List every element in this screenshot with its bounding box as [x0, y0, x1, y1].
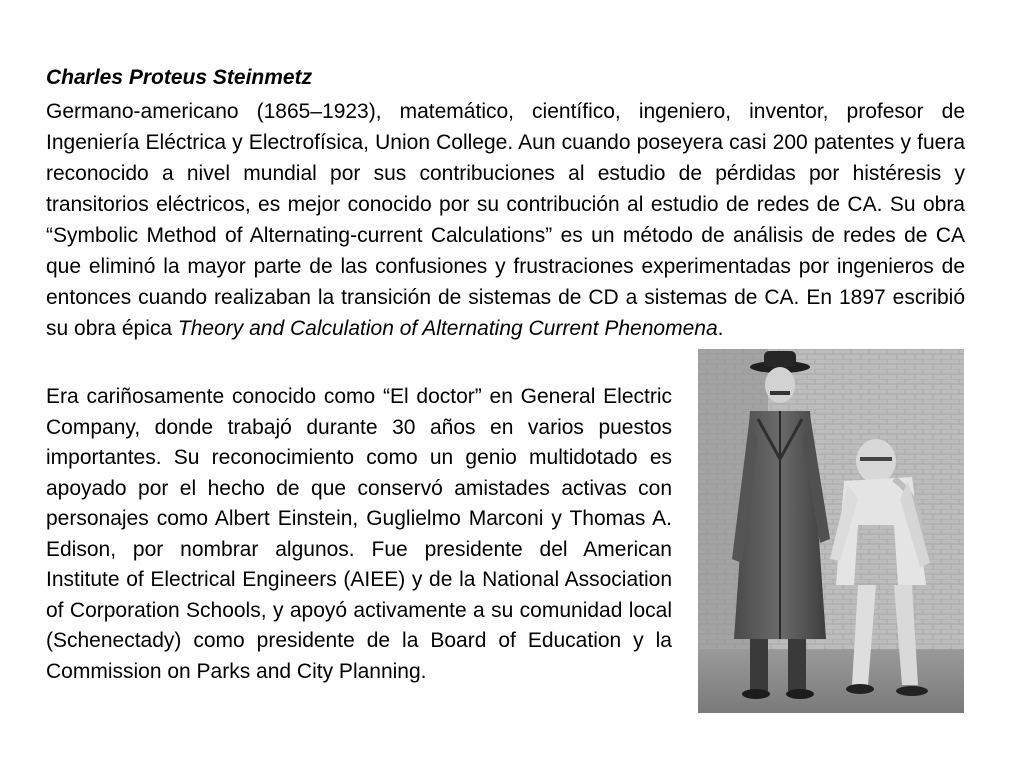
- paragraph-biography-end: .: [717, 317, 724, 340]
- historical-photo: [698, 349, 964, 713]
- book-title: Theory and Calculation of Alternating Current Phenomena: [177, 317, 718, 340]
- slide-title: Charles Proteus Steinmetz: [46, 66, 313, 89]
- paragraph-biography-text: Germano-americano (1865–1923), matemático, científico, ingeniero, inventor, profesor de Ingeniería Eléctrica y Electrofísica, Union College. Aun cuando poseyera casi 200 patentes y fuera reconocido a nivel mundial por sus contribuciones al estudio de pérdidas por histéresis y transitorios eléctricos, es mejor conocido por su contribución al estudio de redes de CA. Su obra “Symbolic Method of Alternating-current Calculations” es un método de análisis de redes de CA que eliminó la mayor parte de las confusiones y frustraciones experimentadas por ingenieros de entonces cuando realizaban la transición de sistemas de CD a sistemas de CA. En 1897 escribió su obra épica: [46, 100, 965, 340]
- paragraph-career: Era cariñosamente conocido como “El doctor” en General Electric Company, donde trabajó durante 30 años en varios puestos importantes. Su reconocimiento como un genio multidotado es apoyado por el hecho de que conservó amistades activas con personajes como Albert Einstein, Guglielmo Marconi y Thomas A. Edison, por nombrar algunos. Fue presidente del American Institute of Electrical Engineers (AIEE) y de la National Association of Corporation Schools, y apoyó activamente a su comunidad local (Schenectady) como presidente de la Board of Education y la Commission on Parks and City Planning.: [46, 385, 672, 683]
- paragraph-biography: [46, 96, 965, 344]
